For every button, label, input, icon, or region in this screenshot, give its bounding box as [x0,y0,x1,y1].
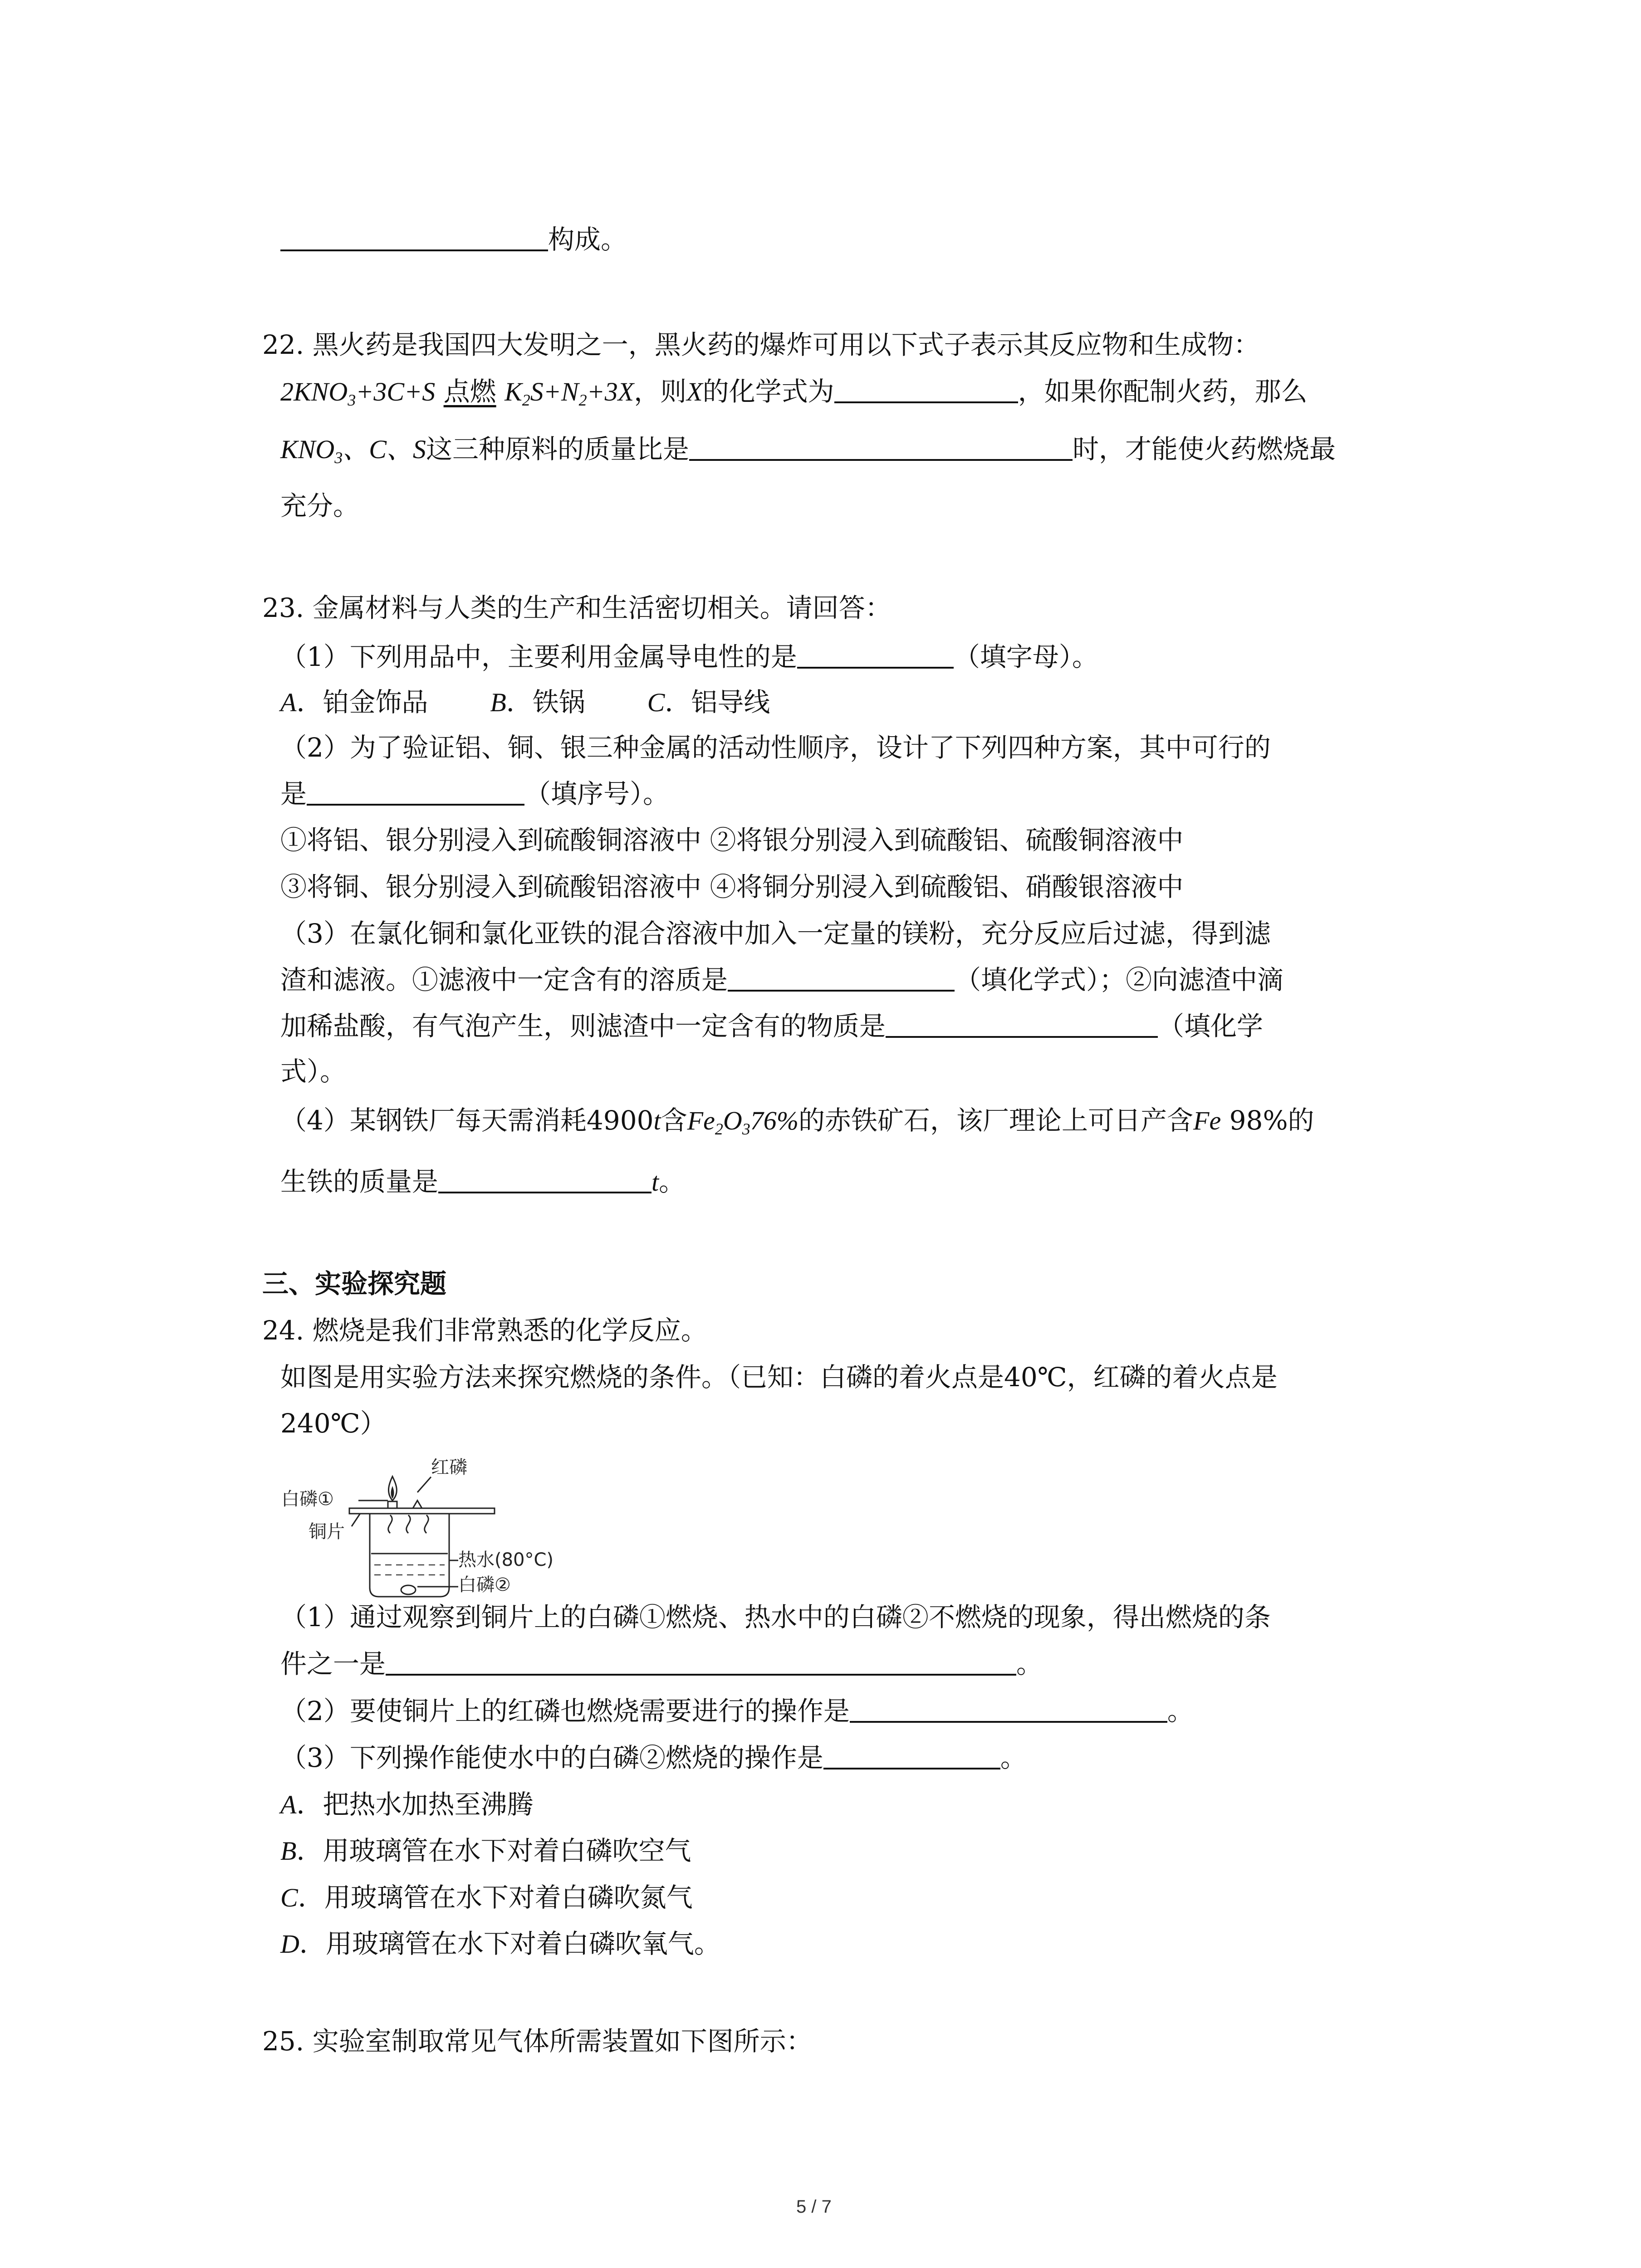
q24-part2: （2）要使铜片上的红磷也燃烧需要进行的操作是 。 [280,1693,1194,1729]
fig-label-copper: 铜片 [309,1521,345,1542]
q23-scheme-1: ①将铝、银分别浸入到硫酸铜溶液中 ②将银分别浸入到硫酸铝、硫酸铜溶液中 [280,825,1184,855]
q24-option-b: B．用玻璃管在水下对着白磷吹空气 [280,1835,691,1866]
answer-blank[interactable] [728,962,955,992]
q23-part2: （2）为了验证铝、铜、银三种金属的活动性顺序，设计了下列四种方案，其中可行的 [280,732,1271,763]
q24-part1b: 件之一是 。 [280,1646,1043,1682]
question-number: 23. [262,592,304,623]
equation: $2KNO_3+3C+S$ [280,377,436,409]
answer-blank[interactable] [280,221,548,251]
answer-blank[interactable] [886,1008,1158,1038]
q24-option-a: A．把热水加热至沸腾 [280,1789,534,1820]
q22-line1: 22. 黑火药是我国四大发明之一，黑火药的爆炸可用以下式子表示其反应物和生成物： [262,329,1260,360]
answer-blank[interactable] [823,1740,1000,1769]
q24-option-d: D．用玻璃管在水下对着白磷吹氧气。 [280,1928,720,1959]
q23-part4: （4）某钢铁厂每天需消耗4900t含$Fe_2O_376\%$的赤铁矿石，该厂理论上可日产含Fe 98%的 [280,1105,1314,1138]
q24-line3: 240℃） [280,1408,387,1439]
question-number: 22. [262,329,304,360]
q22-equation-line: $2KNO_3+3C+S$ 点燃 $K_2S+N_2+3X$，则X的化学式为 ，如果你配制火药，那么 [280,373,1308,410]
q23-scheme-2: ③将铜、银分别浸入到硫酸铝溶液中 ④将铜分别浸入到硫酸铝、硝酸银溶液中 [280,871,1184,902]
fig-label-white-phosphorus-1: 白磷① [281,1489,334,1510]
q23-options: A．铂金饰品 B．铁锅 C．铝导线 [280,687,770,718]
section-title: 三、实验探究题 [262,1268,447,1299]
answer-blank[interactable] [307,776,524,806]
q23-intro: 23. 金属材料与人类的生产和生活密切相关。请回答： [262,592,892,623]
answer-blank[interactable] [386,1646,1016,1676]
fig-label-white-phosphorus-2: 白磷② [458,1574,511,1595]
answer-blank[interactable] [689,431,1073,461]
q23-part3c: 加稀盐酸，有气泡产生，则滤渣中一定含有的物质是 （填化学 [280,1008,1263,1044]
q24-option-c: C．用玻璃管在水下对着白磷吹氮气 [280,1882,693,1913]
page-number: 5 / 7 [796,2197,832,2217]
q23-part3d: 式）。 [280,1056,347,1087]
answer-blank[interactable] [797,639,954,669]
q21-tail: 构成。 [280,221,627,258]
fig-label-red-phosphorus: 红磷 [431,1457,467,1478]
q24-intro: 24. 燃烧是我们非常熟悉的化学反应。 [262,1315,707,1346]
q23-part3: （3）在氯化铜和氯化亚铁的混合溶液中加入一定量的镁粉，充分反应后过滤，得到滤 [280,918,1271,949]
q23-part4b: 生铁的质量是 t。 [280,1163,685,1200]
answer-blank[interactable] [834,373,1018,403]
q25-intro: 25. 实验室制取常见气体所需装置如下图所示： [262,2026,813,2057]
question-number: 25. [262,2026,304,2057]
q23-part1: （1）下列用品中，主要利用金属导电性的是 （填字母）。 [280,639,1098,675]
combustion-apparatus-figure [281,1452,599,1606]
q23-part2b: 是 （填序号）。 [280,776,669,812]
q24-part1: （1）通过观察到铜片上的白磷①燃烧、热水中的白磷②不燃烧的现象，得出燃烧的条 [280,1602,1271,1633]
answer-blank[interactable] [850,1693,1167,1723]
answer-blank[interactable] [438,1163,652,1193]
q24-line2: 如图是用实验方法来探究燃烧的条件。（已知：白磷的着火点是40℃，红磷的着火点是 [280,1362,1278,1393]
question-number: 24. [262,1315,304,1346]
q23-part3b: 渣和滤液。①滤液中一定含有的溶质是 （填化学式）；②向滤渣中滴 [280,962,1283,998]
q24-part3: （3）下列操作能使水中的白磷②燃烧的操作是 。 [280,1740,1027,1776]
q22-line4: 充分。 [280,490,360,521]
fig-label-hot-water: 热水(80°C) [458,1549,554,1570]
q22-line3: $KNO_3$、C、S这三种原料的质量比是 时，才能使火药燃烧最 [280,431,1336,468]
reaction-condition: 点燃 [443,376,496,407]
